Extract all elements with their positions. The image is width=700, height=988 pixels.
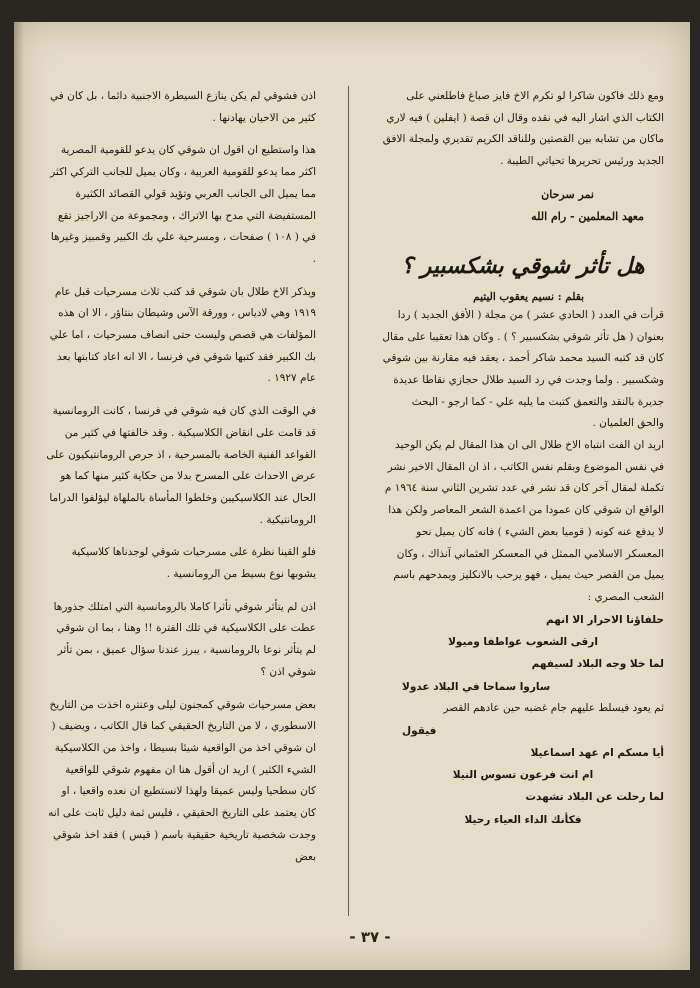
closing-paragraph: ومع ذلك فاكون شاكرا لو تكرم الاخ فايز صباغ فاطلعني على الكتاب الذي اشار اليه في نقده وقال ان قصة ( ايفلين ) فيه لاري ماكان من تشابه بين القصتين وللناقد الكريم تقديري ولمجلة الافق الجديد ورئيس تحريرها تحياتي الطيبة . [382,90,664,168]
signature-place: معهد المعلمين - رام الله [531,209,644,223]
verse-line: ام انت فرعون تسوس النيلا [452,769,594,782]
left-column [46,86,316,868]
article-paragraph-4: اذن فشوقي لم يكن ينازع السيطرة الاجنبية دائما ، بل كان في كثير من الاحيان يهادنها . [50,90,316,124]
article-paragraph-3: الواقع ان شوقي كان عمودا من اعمدة الشعر المعاصر ولكن هذا لا يدفع عنه كونه ( قوميا بعض الشيء ) فانه كان يميل نحو المعسكر الاسلامي الممثل في المعسكر العثماني آنذاك ، وكان يميل من القصر حيث يميل ، فهو يرحب بالانكليز ويمدحهم باسم الشعب المصري : [388,504,664,603]
verse-line: لما رحلت عن البلاد تشهدت [525,791,664,804]
article-paragraph-6: ويذكر الاخ طلال بان شوقي قد كتب ثلاث مسرحيات قبل عام ١٩١٩ وهي لادياس ، وورقة الآس وشيطان بنتاؤر ، الا ان هذه المؤلفات هي قصص وليست حتى انصاف مسرحيات ، اما علي بك الكبير فقد كتبها شوقي في فرنسا ، الا انه اعاد كتابتها بعد عام ١٩٢٧ . [49,285,316,385]
verse-line: حلفاؤنا الاحرار الا انهم [545,613,664,626]
verse-line: فكأنك الداء العياء رحيلا [464,813,582,826]
article-paragraph-5: هذا واستطيع ان اقول ان شوقي كان يدعو للقومية المصرية اكثر مما يدعو للقومية العربية ، وكان يميل للجانب التركي اكثر مما يميل الى الجانب العربي وتؤيد قولي القصائد الكثيرة المستفيضة التي مدح بها الاتراك ، ومجموعة من الاراجيز تقع في ( ١٠٨ ) صفحات ، ومسرحية علي بك الكبير وقمبيز وغيرها . [50,144,316,265]
right-column [382,86,664,831]
article-paragraph-9: اذن لم يتأثر شوقي تأثرا كاملا بالرومانسية التي امتلك جذورها عطت على الكلاسيكية في تلك الفترة !! وهنا ، بما ان شوقي لم يتأثر نوعا بالرومانسية ، يبرز عندنا سؤال عميق ، بمن تأثر شوقي اذن ؟ [53,600,316,678]
verse-commentary: ثم يعود فيسلط عليهم جام غضبه حين عادهم القصر [443,701,664,714]
article-paragraph-1: قرأت في العدد ( الحادي عشر ) من مجلة ( الأفق الجديد ) ردا بعنوان ( هل تأثر شوقي بشكسبير ؟ ) . وكان هذا تعقيبا على مقال كان قد كتبه السيد محمد شاكر أحمد ، يعقد فيه مقارنة بين شوقي وشكسبير . ولما وجدت في رد السيد طلال حجازي نقاطا عديدة جديرة بالنقد والتعمق كتبت ما يليه علي - كما ارجو - البحث والحق العلميان . [382,308,664,430]
page-edge-shadow [14,22,24,970]
column-divider [348,86,349,916]
page-number: - ٣٧ - [349,928,391,946]
article-paragraph-7: في الوقت الذي كان فيه شوقي في فرنسا ، كانت الرومانسية قد قامت على انقاض الكلاسيكية . وقد خالفتها في كثير من القواعد الفنية الخاصة بالمسرحية ، اذ حرص الرومانتيكيون على عرض الاحداث على المسرح بدلا من حكاية كثير منها كما هو الحال عند الكلاسيكيين وخلطوا المأساة بالملهاة ليؤلفوا الدراما الرومانتيكية . [46,405,316,526]
article-paragraph-8: فلو القينا نظرة على مسرحيات شوقي لوجدناها كلاسيكية يشوبها نوع بسيط من الرومانسية . [71,546,316,581]
verse-line: ارقى الشعوب عواطفا وميولا [448,635,598,648]
article-title: هل تأثر شوقي بشكسبير ؟ [401,253,645,279]
verse-line: أيا مسكم ام عهد اسماعيلا [530,746,664,759]
article-paragraph-2: اريد ان الفت انتباه الاخ طلال الى ان هذا المقال لم يكن الوحيد في نفس الموضوع وبقلم نفس الكاتب ، اذ ان المقال الاخير نشر تكملة لمقال آخر كان قد نشر في عدد تشرين الثاني سنة ١٩٦٤ م [384,439,664,495]
verse-line: لما خلا وجه البلاد لسيفهم [531,658,664,671]
article-byline: بقلم : نسيم يعقوب اليتيم [473,290,584,303]
article-paragraph-10: بعض مسرحيات شوقي كمجنون ليلى وعنتره اخذت من التاريخ الاسطوري ، لا من التاريخ الحقيقي كما قال الكاتب ، ويضيف ( ان شوقي اخذ من الواقعية شيئا بسيطا ، واخذ من الكلاسيكية الشيء الكثير ) اريد ان أقول هنا ان مفهوم شوقي للواقعية كان سطحيا وليس عميقا ولهذا لانستطيع ان نعده واقعيا ، او كان يعتمد على التاريخ الحقيقي ، فليس ثمة دليل ثابت على انه وجدت شخصية تاريخية حقيقية باسم ( قيس ) فقد اخذ شوقي بعض [48,698,316,863]
verse-line: ساروا سماحا في البلاد عدولا [402,680,551,693]
verse-commentary-end: فيقول [402,724,437,737]
signature-name: نمر سرحان [541,187,594,201]
